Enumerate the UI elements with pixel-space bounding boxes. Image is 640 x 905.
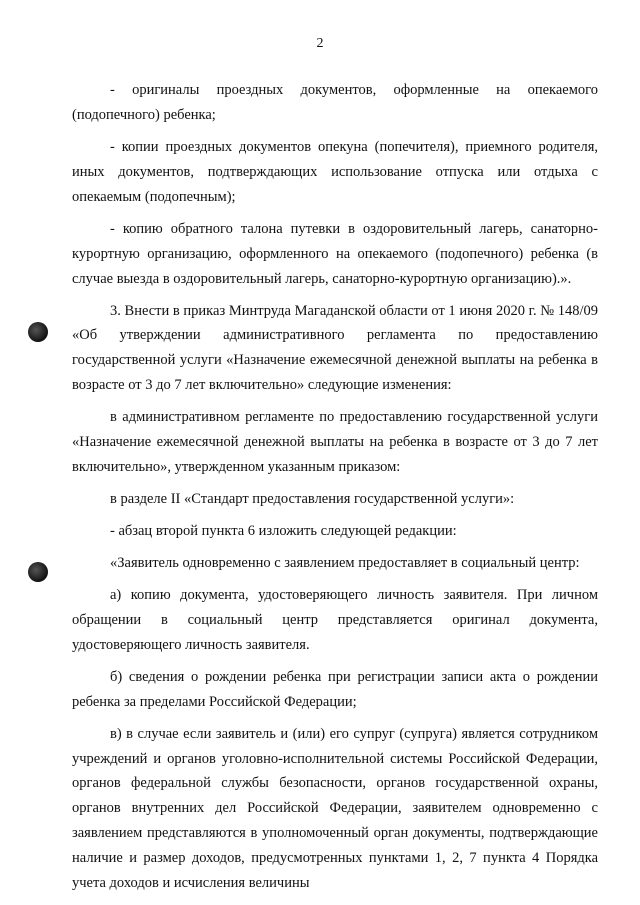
paragraph-3: - копию обратного талона путевки в оздоровительный лагерь, санаторно-курортную организацию, оформленного на опекаемого (подопечного) ребенка (в случае выезда в оздоровительный лагерь, санаторно-курортную организацию).». xyxy=(72,220,598,287)
paragraph-7: - абзац второй пункта 6 изложить следующей редакции: xyxy=(110,523,457,539)
paragraph-8: «Заявитель одновременно с заявлением предоставляет в социальный центр: xyxy=(110,554,580,571)
paragraph-9: а) копию документа, удостоверяющего личность заявителя. При личном обращении в социальный центр представляется оригинал документа, удостоверяющего личность заявителя. xyxy=(72,586,598,653)
punch-hole-bottom xyxy=(28,562,48,582)
paragraph-2: - копии проездных документов опекуна (попечителя), приемного родителя, иных документов, подтверждающих использование отпуска или отдыха с опекаемым (подопечным); xyxy=(72,138,598,205)
paragraph-5: в административном регламенте по предоставлению государственной услуги «Назначение ежемесячной денежной выплаты на ребенка в возрасте от 3 до 7 лет включительно», утвержденном указанным приказом: xyxy=(72,409,598,476)
paragraph-11: в) в случае если заявитель и (или) его супруг (супруга) является сотрудником учреждений и органов уголовно-исполнительной системы Российской Федерации, органов федеральной службы безопасности, органов государственной охраны, органов внутренних дел Российской Федерации, заявителем одновременно с заявлением представляются в уполномоченный орган документы, подтверждающие наличие и размер доходов, предусмотренных пунктами 1, 2, 7 пункта 4 Порядка учета доходов и исчисления величины xyxy=(72,725,598,892)
punch-hole-top xyxy=(28,322,48,342)
document-body xyxy=(72,78,598,903)
paragraph-1: - оригиналы проездных документов, оформленные на опекаемого (подопечного) ребенка; xyxy=(72,82,598,123)
paragraph-4: 3. Внести в приказ Минтруда Магаданской области от 1 июня 2020 г. № 148/09 «Об утверждении административного регламента по предоставлению государственной услуги «Назначение ежемесячной денежной выплаты на ребенка в возрасте от 3 до 7 лет включительно» следующие изменения: xyxy=(72,302,598,394)
page-number: 2 xyxy=(316,36,324,51)
paragraph-10: б) сведения о рождении ребенка при регистрации записи акта о рождении ребенка за пределами Российской Федерации; xyxy=(72,668,598,710)
paragraph-6: в разделе II «Стандарт предоставления государственной услуги»: xyxy=(110,491,515,508)
